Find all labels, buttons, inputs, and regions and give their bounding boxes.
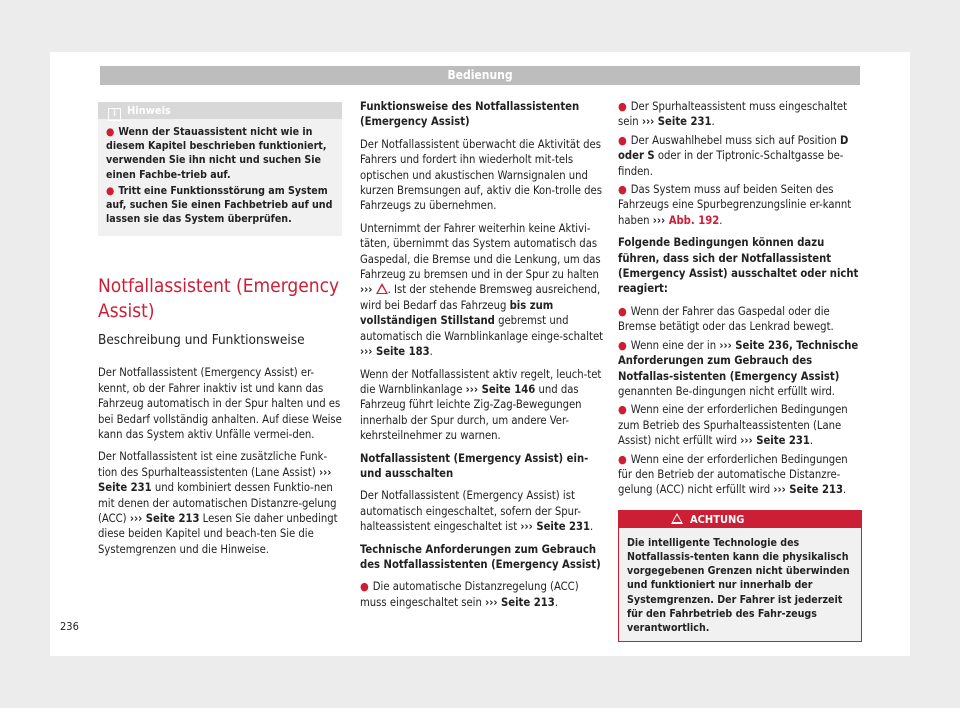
bullet-icon: ● bbox=[106, 184, 115, 197]
achtung-box bbox=[618, 510, 862, 642]
column-middle bbox=[360, 99, 604, 617]
list-item: ● Der Auswahlhebel muss sich auf Position D oder S oder in der Tiptronic-Schaltgasse be-finden. bbox=[618, 133, 849, 178]
warning-icon[interactable] bbox=[376, 283, 388, 294]
page-link[interactable]: ››› Seite 183 bbox=[360, 345, 430, 359]
bullet-icon: ● bbox=[618, 133, 627, 147]
bullet-icon: ● bbox=[106, 126, 115, 138]
page bbox=[50, 52, 910, 656]
paragraph-heading: Funktionsweise des Notfallassistenten (Emergency Assist) bbox=[360, 100, 580, 129]
paragraph: Der Notfallassistent ist eine zusätzliche Funk-tion des Spurhalteassistenten (Lane Assist) ››› Seite 231 und kombiniert dessen Funktio-nen mit denen der automatischen Distanzre-gelung (ACC) ››› Seite 213 Lesen Sie daher unbedingt diese beiden Kapitel und beach-ten Sie die Systemgrenzen und die Hinweise. bbox=[98, 450, 338, 556]
warning-icon bbox=[671, 513, 683, 524]
bullet-icon: ● bbox=[618, 100, 627, 113]
bullet-icon: ● bbox=[618, 452, 627, 466]
paragraph: Der Notfallassistent überwacht die Aktivität des Fahrers und fordert ihn wiederholt mit-tels optischen und akustischen Warnsignalen und kurzen Bremsungen auf, aktiv die Kon-trolle des Fahrzeugs zu übernehmen. bbox=[360, 137, 602, 213]
section-subtitle: Beschreibung und Funktionsweise bbox=[98, 332, 305, 349]
page-link[interactable]: ››› Seite 231 bbox=[520, 520, 591, 534]
list-item: ● Wenn eine der erforderlichen Bedingungen für den Betrieb der automatische Distanzre-gelung (ACC) nicht erfüllt wird ››› Seite 213. bbox=[618, 452, 848, 497]
list-item: ● Wenn der Stauassistent nicht wie in diesem Kapitel beschrieben funktioniert, verwenden Sie ihn nicht und suchen Sie einen Fachbe-trieb auf. bbox=[106, 126, 327, 181]
hinweis-body bbox=[98, 119, 342, 236]
achtung-header bbox=[619, 511, 861, 528]
page-link[interactable]: ››› Seite 146 bbox=[465, 382, 536, 396]
bullet-icon: ● bbox=[618, 183, 627, 197]
page-link[interactable]: ››› Seite 231 bbox=[740, 434, 810, 448]
paragraph-heading: Folgende Bedingungen können dazu führen, dass sich der Notfallassistent (Emergency Assist) ausschaltet oder nicht reagiert: bbox=[618, 236, 859, 296]
achtung-body: Die intelligente Technologie des Notfallassis-tenten kann die physikalisch vorgegebenen Grenzen nicht überwinden und funktioniert nur innerhalb der Systemgrenzen. Der Fahrer ist jederzeit für den Fahrbetrieb des Fahr-zeugs verantwortlich. bbox=[619, 528, 861, 641]
column-right bbox=[618, 99, 862, 642]
paragraph: Unternimmt der Fahrer weiterhin keine Aktivi-täten, übernimmt das System automatisch das Gaspedal, die Bremse und die Lenkung, um das Fahrzeug zu bremsen und in der Spur zu halten ››› . Ist der stehende Bremsweg ausreichend, wird bei Bedarf das Fahrzeug bis zum vollständigen Stillstand gebremst und automatisch die Warnblinkanlage einge-schaltet ››› Seite 183. bbox=[360, 221, 604, 359]
hinweis-box bbox=[98, 102, 342, 236]
list-item: ● Wenn eine der in ››› Seite 236, Technische Anforderungen zum Gebrauch des Notfallas-sistenten (Emergency Assist) genannten Be-dingungen nicht erfüllt wird. bbox=[618, 338, 859, 398]
column-left bbox=[98, 102, 342, 564]
section-title: Notfallassistent (Emergency Assist) bbox=[98, 275, 340, 323]
page-number: 236 bbox=[60, 620, 79, 633]
chapter-header: Bedienung bbox=[100, 66, 860, 85]
bullet-icon: ● bbox=[618, 403, 627, 417]
bullet-icon: ● bbox=[360, 580, 369, 594]
page-link[interactable]: ››› Seite 231 bbox=[98, 465, 332, 495]
page-link[interactable]: ››› Seite 213 bbox=[773, 483, 843, 497]
list-item: ● Das System muss auf beiden Seiten des Fahrzeugs eine Spurbegrenzungslinie er-kannt haben ››› Abb. 192. bbox=[618, 183, 852, 227]
paragraph-heading: Technische Anforderungen zum Gebrauch des Notfallassistenten (Emergency Assist) bbox=[360, 542, 601, 571]
page-link[interactable]: ››› Seite 231 bbox=[641, 115, 712, 129]
list-item: ● Tritt eine Funktionsstörung am System auf, suchen Sie einen Fachbetrieb auf und lassen sie das System überprüfen. bbox=[106, 184, 333, 226]
hinweis-header bbox=[98, 102, 342, 119]
page-link[interactable]: ››› Seite 213 bbox=[129, 512, 200, 526]
bullet-icon: ● bbox=[618, 304, 627, 318]
page-link[interactable]: ››› Seite 236, Technische Anforderungen zum Gebrauch des Notfallas-sistenten (Emergency Assist) bbox=[618, 338, 859, 383]
paragraph: Wenn der Notfallassistent aktiv regelt, leuch-tet die Warnblinkanlage ››› Seite 146 und das Fahrzeug führt leichte Zig-Zag-Bewegungen innerhalb der Spur durch, um andere Ver-kehrsteilnehmer zu warnen. bbox=[360, 367, 602, 443]
hinweis-title: Hinweis bbox=[127, 104, 171, 117]
figure-link[interactable]: ››› Abb. 192 bbox=[652, 213, 720, 227]
paragraph: Der Notfallassistent (Emergency Assist) ist automatisch eingeschaltet, sofern der Spur-halteassistent eingeschaltet ist ››› Seite 231. bbox=[360, 489, 594, 534]
paragraph: Der Notfallassistent (Emergency Assist) er-kennt, ob der Fahrer inaktiv ist und kann das Fahrzeug automatisch in der Spur halten und es bei Bedarf vollständig anhalten. Auf diese Weise kann das System aktiv Unfälle vermei-den. bbox=[98, 366, 342, 442]
info-icon: i bbox=[108, 108, 121, 121]
list-item: ● Wenn der Fahrer das Gaspedal oder die Bremse betätigt oder das Lenkrad bewegt. bbox=[618, 304, 834, 334]
bullet-icon: ● bbox=[618, 338, 627, 352]
achtung-title: ACHTUNG bbox=[690, 512, 745, 526]
list-item: ● Wenn eine der erforderlichen Bedingungen zum Betrieb des Spurhalteassistenten (Lane Assist) nicht erfüllt wird ››› Seite 231. bbox=[618, 403, 848, 448]
page-link[interactable]: ››› Seite 213 bbox=[485, 595, 555, 609]
paragraph-heading: Notfallassistent (Emergency Assist) ein- und ausschalten bbox=[360, 451, 589, 480]
list-item: ● Der Spurhalteassistent muss eingeschaltet sein ››› Seite 231. bbox=[618, 100, 848, 129]
list-item: ● Die automatische Distanzregelung (ACC) muss eingeschaltet sein ››› Seite 213. bbox=[360, 580, 579, 609]
